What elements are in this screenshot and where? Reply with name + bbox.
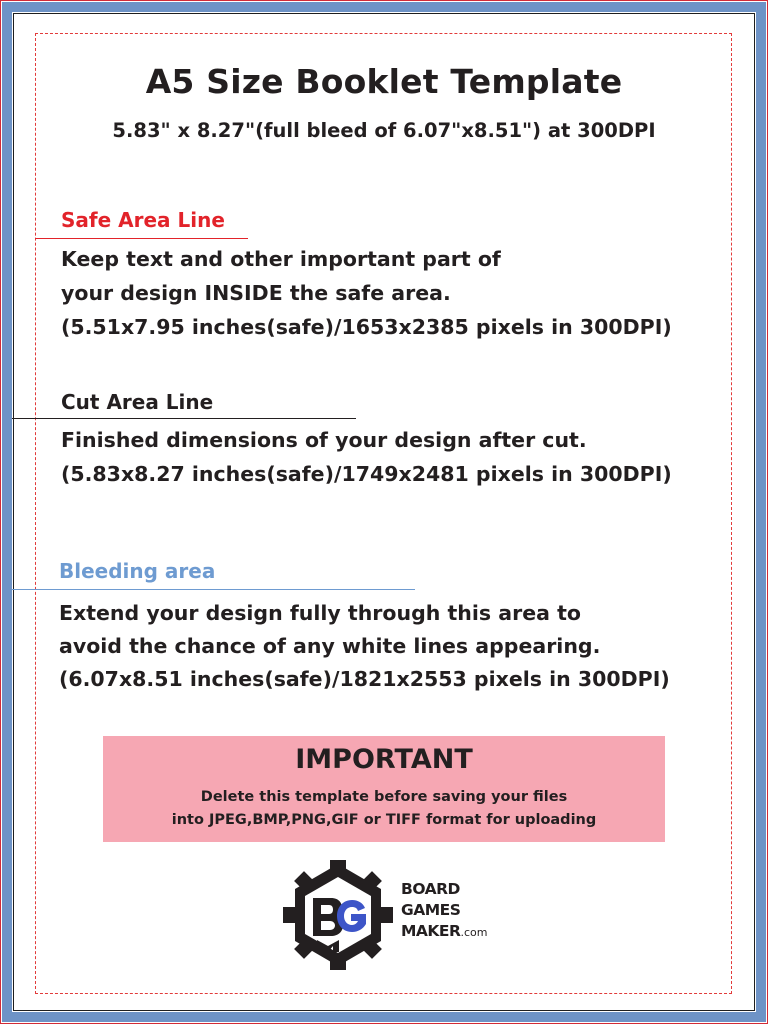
safe-area-text-1: Keep text and other important part of bbox=[61, 247, 501, 271]
bleeding-area-label: Bleeding area bbox=[59, 559, 216, 583]
bleeding-area-text-2: avoid the chance of any white lines appearing. bbox=[59, 634, 601, 658]
safe-area-label: Safe Area Line bbox=[61, 208, 225, 232]
cut-area-rule bbox=[12, 418, 356, 419]
bleeding-area-text-1: Extend your design fully through this area to bbox=[59, 601, 581, 625]
page-subtitle: 5.83" x 8.27"(full bleed of 6.07"x8.51") at 300DPI bbox=[112, 119, 656, 142]
logo-text-maker bbox=[401, 924, 487, 940]
page-title: A5 Size Booklet Template bbox=[145, 62, 623, 101]
important-text-2: into JPEG,BMP,PNG,GIF or TIFF format for uploading bbox=[171, 812, 597, 828]
cut-area-label: Cut Area Line bbox=[61, 390, 214, 414]
bleeding-area-text-3: (6.07x8.51 inches(safe)/1821x2553 pixels in 300DPI) bbox=[59, 667, 670, 691]
safe-area-rule bbox=[35, 238, 248, 239]
board-games-maker-logo-icon bbox=[283, 860, 393, 970]
board-games-maker-logo bbox=[283, 860, 513, 970]
important-title: IMPORTANT bbox=[295, 744, 473, 775]
logo-domain: .com bbox=[460, 926, 488, 939]
safe-area-dashed-line bbox=[35, 33, 732, 994]
safe-area-text-3: (5.51x7.95 inches(safe)/1653x2385 pixels in 300DPI) bbox=[61, 315, 672, 339]
bleeding-area-rule bbox=[12, 589, 415, 590]
cut-area-text-1: Finished dimensions of your design after cut. bbox=[61, 428, 587, 452]
logo-text-games: GAMES bbox=[401, 901, 461, 919]
safe-area-text-2: your design INSIDE the safe area. bbox=[61, 281, 451, 305]
important-notice bbox=[103, 736, 665, 842]
logo-text-board: BOARD bbox=[401, 880, 460, 898]
cut-area-text-2: (5.83x8.27 inches(safe)/1749x2481 pixels in 300DPI) bbox=[61, 462, 672, 486]
logo-text-maker-word: MAKER bbox=[401, 922, 461, 940]
important-text-1: Delete this template before saving your files bbox=[200, 789, 568, 805]
